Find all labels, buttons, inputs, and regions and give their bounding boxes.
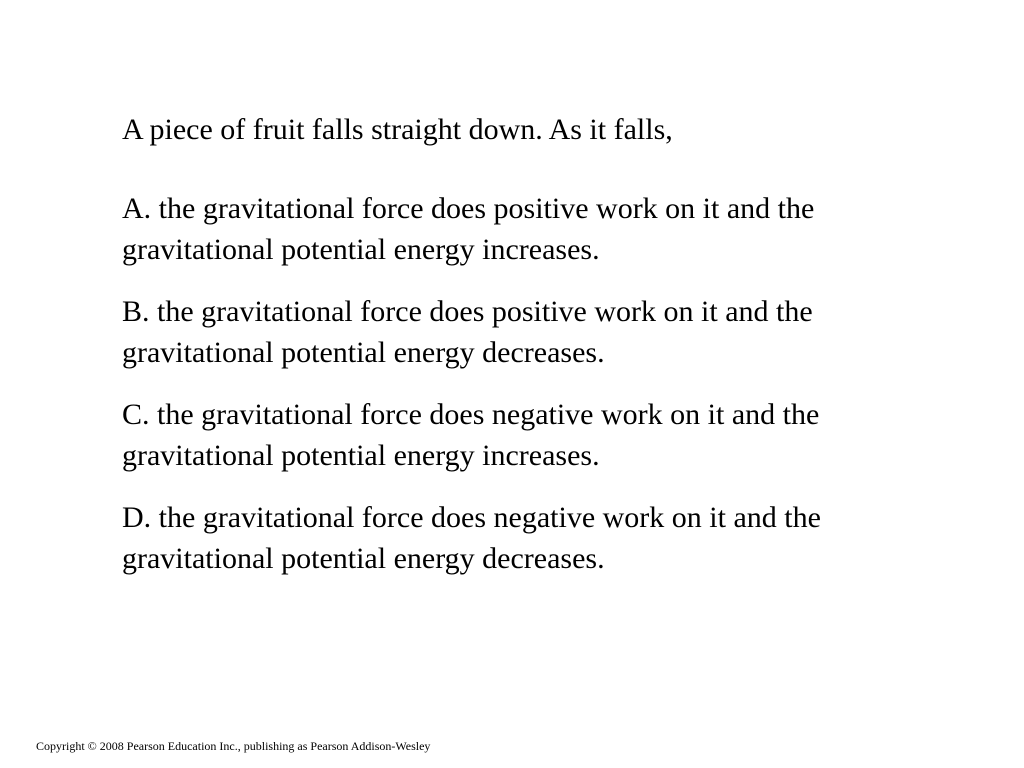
copyright-notice: Copyright © 2008 Pearson Education Inc., publishing as Pearson Addison-Wesley <box>36 739 431 753</box>
choice-c-line-2: gravitational potential energy increases. <box>122 439 600 472</box>
choice-c-line-1: C. the gravitational force does negative work on it and the <box>122 398 820 431</box>
choice-a <box>122 188 962 270</box>
choice-c <box>122 394 962 476</box>
choice-b-line-1: B. the gravitational force does positive work on it and the <box>122 295 813 328</box>
choice-b <box>122 291 962 373</box>
choice-b-line-2: gravitational potential energy decreases. <box>122 336 605 369</box>
choice-a-line-2: gravitational potential energy increases. <box>122 233 600 266</box>
question-text: A piece of fruit falls straight down. As it falls, <box>122 113 673 146</box>
answer-choices <box>122 188 962 600</box>
choice-d-line-2: gravitational potential energy decreases. <box>122 542 605 575</box>
choice-d <box>122 497 962 579</box>
choice-d-line-1: D. the gravitational force does negative work on it and the <box>122 501 821 534</box>
choice-a-line-1: A. the gravitational force does positive work on it and the <box>122 192 815 225</box>
